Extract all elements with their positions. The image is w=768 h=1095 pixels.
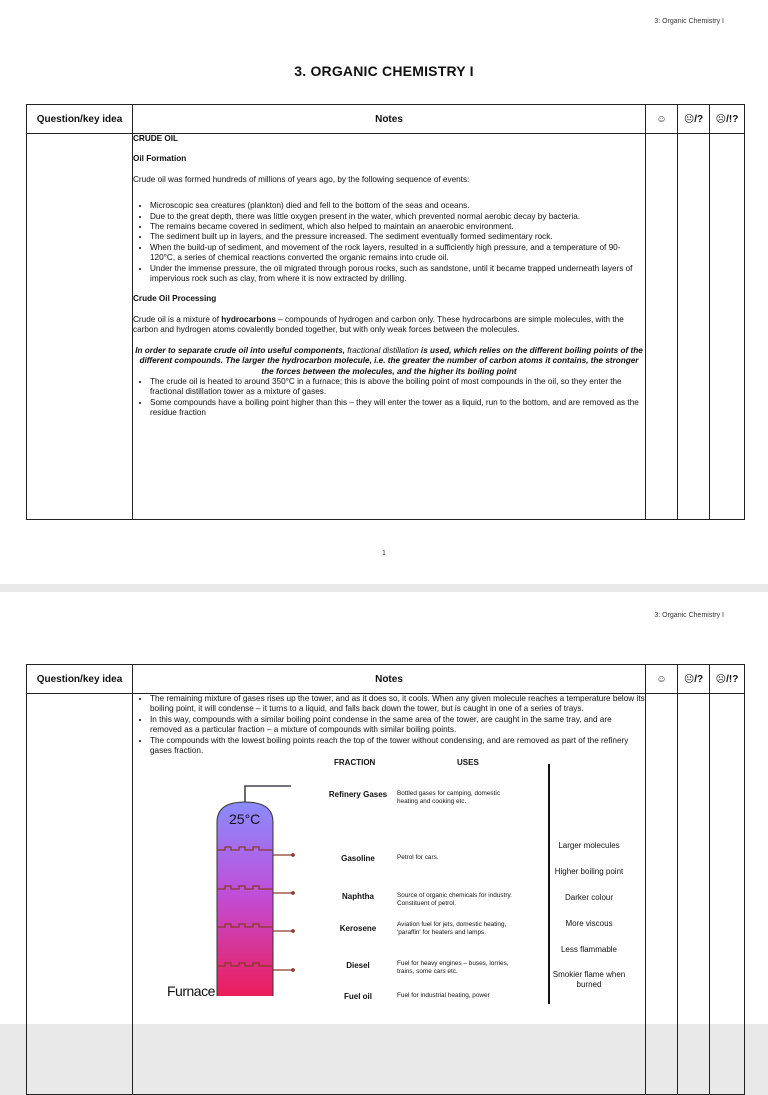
fraction-name-naphtha: Naphtha <box>342 892 374 902</box>
list-item: • When the build-up of sediment, and movement of the rock layers, resulted in a sufficiently high pressure, and a temperature of 90-120°C, a series of chemical reactions converted the organic remains into crude oil. <box>150 243 645 264</box>
header-happy-face: ☺ <box>646 105 678 134</box>
header-notes: Notes <box>133 105 646 134</box>
list-item: • The compounds with the lowest boiling points reach the top of the tower without condensing, and are removed as part of the refinery gases fraction. <box>150 736 645 757</box>
list-item: • The remains became covered in sediment, which also helped to maintain an anaerobic environment. <box>150 222 645 232</box>
question-cell[interactable] <box>27 694 133 1095</box>
question-cell[interactable] <box>27 134 133 520</box>
fraction-use-kerosene: Aviation fuel for jets, domestic heating, 'paraffin' for heaters and lamps. <box>397 921 507 937</box>
distillation-text-a: In order to separate crude oil into useful components, <box>135 345 348 355</box>
processing-text-a: Crude oil is a mixture of <box>133 314 222 324</box>
processing-paragraph <box>133 315 645 336</box>
notes-table <box>26 104 745 520</box>
sad-cell[interactable] <box>710 694 745 1095</box>
furnace-label: Furnace <box>167 983 215 1000</box>
distillation-list <box>133 377 645 419</box>
table-header-row <box>27 665 745 694</box>
trend-more-viscous: More viscous <box>565 919 613 929</box>
sad-cell[interactable] <box>710 134 745 520</box>
trend-higher-boiling-point: Higher boiling point <box>554 867 624 877</box>
distillation-statement <box>133 346 645 377</box>
table-row <box>27 134 745 520</box>
trend-larger-molecules: Larger molecules <box>558 841 620 851</box>
list-item: • The remaining mixture of gases rises up the tower, and as it does so, it cools. When any given molecule reaches a temperature below its boiling point, it will condense – it turns to a liquid, and falls back down the tower, but is caught in one of a series of trays. <box>150 694 645 715</box>
notes-table <box>26 664 745 1095</box>
header-happy-face: ☺ <box>646 665 678 694</box>
subheading-oil-formation: Oil Formation <box>133 154 187 164</box>
trend-divider <box>548 764 550 1004</box>
tower-body <box>217 802 273 996</box>
header-sad-face: ☹/!? <box>710 105 745 134</box>
list-item: • In this way, compounds with a similar boiling point condense in the same area of the tower, are caught in the same tray, and are removed as a particular fraction – a mixture of compounds with similar boiling points. <box>150 715 645 736</box>
fraction-name-fuel-oil: Fuel oil <box>344 992 372 1002</box>
subheading-crude-oil-processing: Crude Oil Processing <box>133 294 217 304</box>
header-question: Question/key idea <box>27 665 133 694</box>
neutral-cell[interactable] <box>678 694 710 1095</box>
document-title: 3. ORGANIC CHEMISTRY I <box>294 63 474 79</box>
trend-darker-colour: Darker colour <box>564 893 613 903</box>
tower-list <box>133 694 645 756</box>
running-header: 3: Organic Chemistry I <box>654 612 724 619</box>
trend-less-flammable: Less flammable <box>560 945 618 955</box>
list-item: • Microscopic sea creatures (plankton) died and fell to the bottom of the seas and oceans. <box>150 201 645 211</box>
list-item: • The sediment built up in layers, and the pressure increased. The sediment eventually formed sedimentary rock. <box>150 232 645 242</box>
header-neutral-face: 😐/? <box>678 105 710 134</box>
top-temperature-label: 25°C <box>229 811 261 828</box>
fractional-distillation-diagram <box>133 756 645 1002</box>
section-heading: CRUDE OIL <box>133 134 179 143</box>
distillation-text-b: is used, which relies on the different boiling points of the different compounds. The larger the hydrocarbon molecule, i.e. the greater the number of carbon atoms it contains, the stronger the forces between the molecules, and the higher its boiling point <box>139 345 643 376</box>
fraction-column-header: FRACTION <box>334 758 376 768</box>
list-item: • Under the immense pressure, the oil migrated through porous rocks, such as sandstone, until it became trapped underneath layers of impervious rock such as clay, from where it is now extracted by drilling. <box>150 264 645 285</box>
header-sad-face: ☹/!? <box>710 665 745 694</box>
distillation-term: fractional distillation <box>347 345 419 355</box>
list-item: • The crude oil is heated to around 350°C in a furnace; this is above the boiling point of most compounds in the oil, so they enter the fractional distillation tower as a mixture of gases. <box>150 377 645 398</box>
document-page-2 <box>0 592 768 1024</box>
formation-list <box>133 201 645 284</box>
uses-column-header: USES <box>457 758 479 768</box>
notes-cell <box>133 134 646 520</box>
running-header: 3: Organic Chemistry I <box>654 18 724 25</box>
fraction-outlet-pipes <box>273 854 294 971</box>
fraction-use-diesel: Fuel for heavy engines – buses, lorries, trains, some cars etc. <box>397 960 509 976</box>
trend-smokier-flame: Smokier flame when burned <box>552 970 626 990</box>
header-neutral-face: 😐/? <box>678 665 710 694</box>
fraction-use-fuel-oil: Fuel for industrial heating, power <box>397 992 490 1000</box>
fraction-use-naphtha: Source of organic chemicals for industry. Constituent of petrol. <box>397 892 512 908</box>
happy-cell[interactable] <box>646 134 678 520</box>
fraction-name-refinery-gases: Refinery Gases <box>328 790 388 800</box>
page-number: 1 <box>382 550 386 557</box>
processing-keyword: hydrocarbons <box>221 314 276 324</box>
fraction-use-gasoline: Petrol for cars. <box>397 854 439 862</box>
distillation-tower <box>133 756 333 1000</box>
fraction-name-gasoline: Gasoline <box>341 854 375 864</box>
fraction-name-diesel: Diesel <box>346 961 370 971</box>
happy-cell[interactable] <box>646 694 678 1095</box>
processing-text-b: – compounds of hydrogen and carbon only. These hydrocarbons are simple molecules, with the carbon and hydrogen atoms covalently bonded together, but with only weak forces between the molecules. <box>133 314 624 335</box>
header-notes: Notes <box>133 665 646 694</box>
formation-intro: Crude oil was formed hundreds of millions of years ago, by the following sequence of events: <box>133 174 470 184</box>
notes-cell <box>133 694 646 1095</box>
fraction-name-kerosene: Kerosene <box>339 924 377 934</box>
table-header-row <box>27 105 745 134</box>
fraction-use-refinery-gases: Bottled gases for camping, domestic heating and cooking etc. <box>397 790 501 806</box>
header-question: Question/key idea <box>27 105 133 134</box>
list-item: • Due to the great depth, there was little oxygen present in the water, which prevented normal aerobic decay by bacteria. <box>150 212 645 222</box>
neutral-cell[interactable] <box>678 134 710 520</box>
table-row <box>27 694 745 1095</box>
list-item: • Some compounds have a boiling point higher than this – they will enter the tower as a liquid, run to the bottom, and are removed as the residue fraction <box>150 398 645 419</box>
